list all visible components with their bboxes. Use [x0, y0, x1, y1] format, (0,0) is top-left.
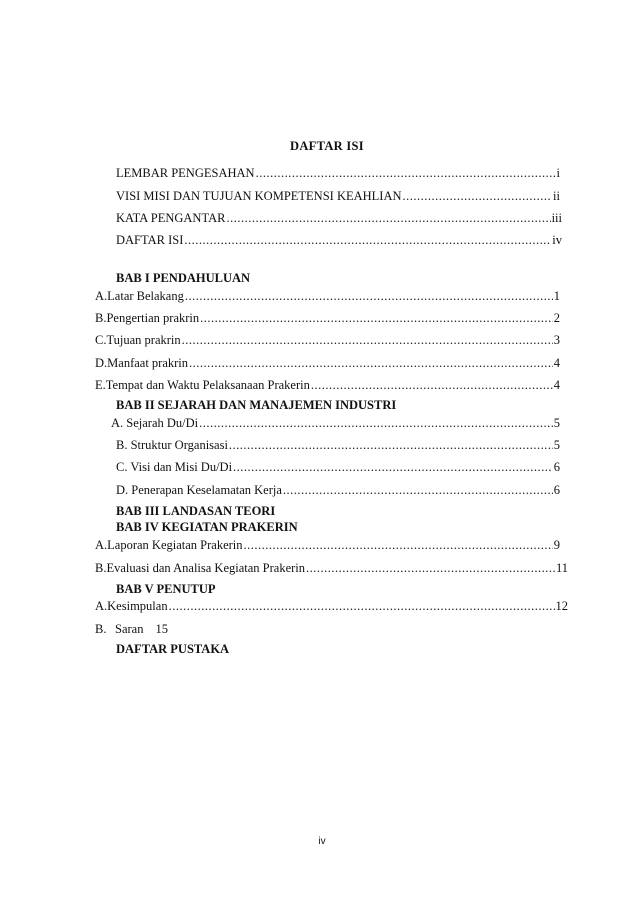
toc-entry-text: A. Sejarah Du/Di	[111, 416, 199, 430]
dot-leader	[200, 311, 553, 326]
toc-entry-text: Kesimpulan	[107, 599, 168, 613]
toc-entry-page: 15	[155, 622, 168, 636]
toc-entry-daftar-isi	[116, 233, 562, 249]
toc-entry-page: 3	[553, 333, 560, 347]
dot-leader	[229, 438, 553, 453]
toc-entry-bab4-b	[95, 561, 568, 577]
toc-entry-page: i	[556, 166, 560, 180]
toc-entry-text: Evaluasi dan Analisa Kegiatan Prakerin	[106, 561, 306, 575]
dot-leader	[403, 189, 553, 204]
toc-entry-bab5-a	[95, 599, 568, 615]
dot-leader	[233, 460, 553, 475]
toc-entry-lembar-pengesahan	[116, 166, 560, 182]
toc-entry-page: 9	[553, 538, 560, 552]
dot-leader	[306, 561, 555, 576]
dot-leader	[283, 483, 553, 498]
toc-entry-text: B. Struktur Organisasi	[116, 438, 228, 452]
toc-entry-text: Saran	[115, 622, 144, 636]
toc-entry-text: Pengertian prakrin	[106, 311, 200, 325]
toc-entry-page: 6	[553, 483, 560, 497]
toc-entry-text: D. Penerapan Keselamatan Kerja	[116, 483, 282, 497]
dot-leader	[256, 166, 556, 181]
toc-entry-bab2-b	[116, 438, 560, 454]
toc-entry-text: Latar Belakang	[107, 289, 184, 303]
dot-leader	[189, 356, 553, 371]
toc-entry-bab4-a	[95, 538, 560, 554]
item-letter: E.	[95, 378, 106, 392]
toc-entry-bab2-c	[116, 460, 560, 476]
item-letter: A.	[95, 289, 108, 303]
item-letter: A.	[95, 599, 108, 613]
toc-entry-page: 1	[553, 289, 560, 303]
dot-leader	[244, 538, 553, 553]
toc-entry-bab1-a	[95, 289, 560, 305]
toc-entry-page: 4	[553, 378, 560, 392]
toc-entry-page: 5	[553, 416, 560, 430]
toc-entry-text: KATA PENGANTAR	[116, 211, 226, 225]
toc-entry-bab1-c	[95, 333, 560, 349]
toc-entry-text: LEMBAR PENGESAHAN	[116, 166, 255, 180]
toc-entry-page: 2	[553, 311, 560, 325]
item-letter: B.	[95, 311, 107, 325]
chapter-heading-bab1: BAB I PENDAHULUAN	[116, 271, 251, 285]
toc-entry-bab2-a	[111, 416, 560, 432]
chapter-heading-bab5: BAB V PENUTUP	[116, 582, 216, 596]
toc-entry-text: C. Visi dan Misi Du/Di	[116, 460, 233, 474]
item-letter: A.	[95, 538, 108, 552]
toc-entry-page: 6	[553, 460, 560, 474]
toc-entry-page: ii	[553, 189, 560, 203]
toc-entry-page: 12	[555, 599, 568, 613]
toc-entry-text: Laporan Kegiatan Prakerin	[107, 538, 243, 552]
toc-entry-visi-misi	[116, 189, 560, 205]
toc-entry-page: iii	[551, 211, 562, 225]
toc-entry-page: 11	[555, 561, 568, 575]
toc-entry-text: Tempat dan Waktu Pelaksanaan Prakerin	[105, 378, 310, 392]
dot-leader	[184, 233, 551, 248]
dot-leader	[311, 378, 553, 393]
page-title: DAFTAR ISI	[290, 139, 364, 153]
daftar-pustaka-heading: DAFTAR PUSTAKA	[116, 642, 230, 656]
dot-leader	[199, 416, 553, 431]
item-letter: C.	[95, 333, 107, 347]
toc-entry-bab1-b	[95, 311, 560, 327]
chapter-heading-bab2: BAB II SEJARAH DAN MANAJEMEN INDUSTRI	[116, 398, 397, 412]
dot-leader	[185, 289, 553, 304]
toc-entry-page: 5	[553, 438, 560, 452]
chapter-heading-bab4: BAB IV KEGIATAN PRAKERIN	[116, 520, 298, 534]
toc-entry-page: 4	[553, 356, 560, 370]
toc-entry-text: DAFTAR ISI	[116, 233, 184, 247]
toc-entry-text: Manfaat prakrin	[107, 356, 189, 370]
dot-leader	[169, 599, 555, 614]
dot-leader	[226, 211, 550, 226]
item-letter: B.	[95, 561, 107, 575]
toc-entry-kata-pengantar	[116, 211, 562, 227]
toc-entry-bab1-d	[95, 356, 560, 372]
toc-entry-text: Tujuan prakrin	[106, 333, 181, 347]
toc-entry-bab1-e	[95, 378, 560, 394]
dot-leader	[182, 333, 553, 348]
toc-entry-bab2-d	[116, 483, 560, 499]
item-letter: D.	[95, 356, 108, 370]
toc-entry-page: iv	[552, 233, 562, 247]
toc-entry-text: VISI MISI DAN TUJUAN KOMPETENSI KEAHLIAN	[116, 189, 402, 203]
page-number: iv	[318, 836, 326, 847]
item-letter: B.	[95, 622, 107, 636]
chapter-heading-bab3: BAB III LANDASAN TEORI	[116, 504, 276, 518]
toc-entry-bab5-b	[95, 622, 168, 638]
